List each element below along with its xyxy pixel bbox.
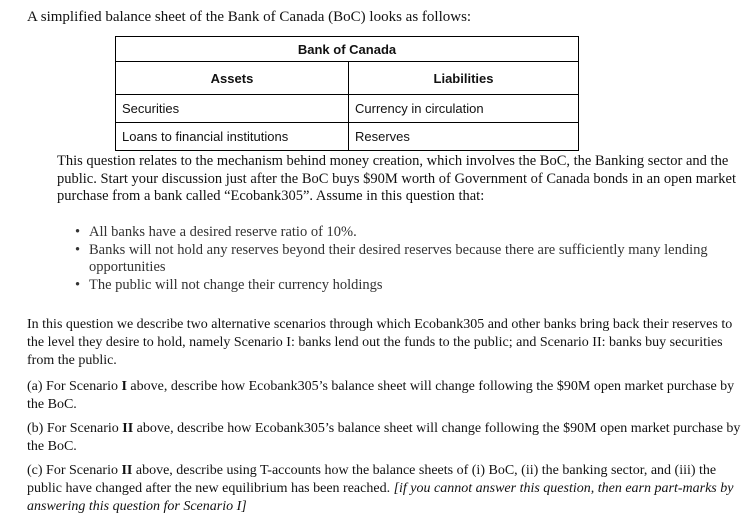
part-a-before: (a) For Scenario (27, 379, 122, 394)
liability-cell: Reserves (349, 123, 579, 151)
part-a (27, 378, 747, 414)
part-c-scenario: II (121, 463, 133, 478)
question-text: This question relates to the mechanism behind money creation, which involves the BoC, the Banking sector and the public. Start your discussion just after the BoC buys $90M worth of Government of Canada bonds in an open market purchase from a bank called “Ecobank305”. Assume in this question that: (57, 153, 736, 204)
balance-sheet-table (115, 36, 579, 151)
part-b-after: above, describe how Ecobank305’s balance sheet will change following the $90M open market purchase by the BoC. (27, 421, 741, 454)
part-b-before: (b) For Scenario (27, 421, 123, 436)
part-a-after: above, describe how Ecobank305’s balance sheet will change following the $90M open market purchase by the BoC. (27, 379, 735, 412)
assumption-list (75, 224, 747, 294)
part-c-note: [if you cannot answer this question, then earn part-marks by answering this question for Scenario I] (27, 481, 734, 514)
table-row (116, 95, 579, 123)
asset-cell: Securities (116, 95, 349, 123)
list-item: • Banks will not hold any reserves beyond their desired reserves because there are sufficiently many lending opportunities (75, 242, 747, 277)
list-item: • All banks have a desired reserve ratio of 10%. (75, 224, 747, 242)
liability-cell: Currency in circulation (349, 95, 579, 123)
scenarios-intro: In this question we describe two alternative scenarios through which Ecobank305 and other banks bring back their reserves to the level they desire to hold, namely Scenario I: banks lend out the funds to the public; and Scenario II: banks buy securities from the public. (27, 317, 733, 368)
part-c (27, 462, 747, 516)
list-item: • The public will not change their currency holdings (75, 277, 747, 295)
part-a-scenario: I (121, 379, 127, 394)
part-b (27, 420, 747, 456)
part-b-scenario: II (122, 421, 134, 436)
intro-text: A simplified balance sheet of the Bank of Canada (BoC) looks as follows: (27, 9, 472, 25)
assets-header: Assets (116, 62, 349, 95)
part-c-after: above, describe using T-accounts how the balance sheets of (i) BoC, (ii) the banking sector, and (iii) the public have changed after the new equilibrium has been reached. (27, 463, 717, 496)
part-c-before: (c) For Scenario (27, 463, 122, 478)
liabilities-header: Liabilities (349, 62, 579, 95)
table-row (116, 123, 579, 151)
asset-cell: Loans to financial institutions (116, 123, 349, 151)
balance-sheet-title: Bank of Canada (116, 37, 579, 62)
